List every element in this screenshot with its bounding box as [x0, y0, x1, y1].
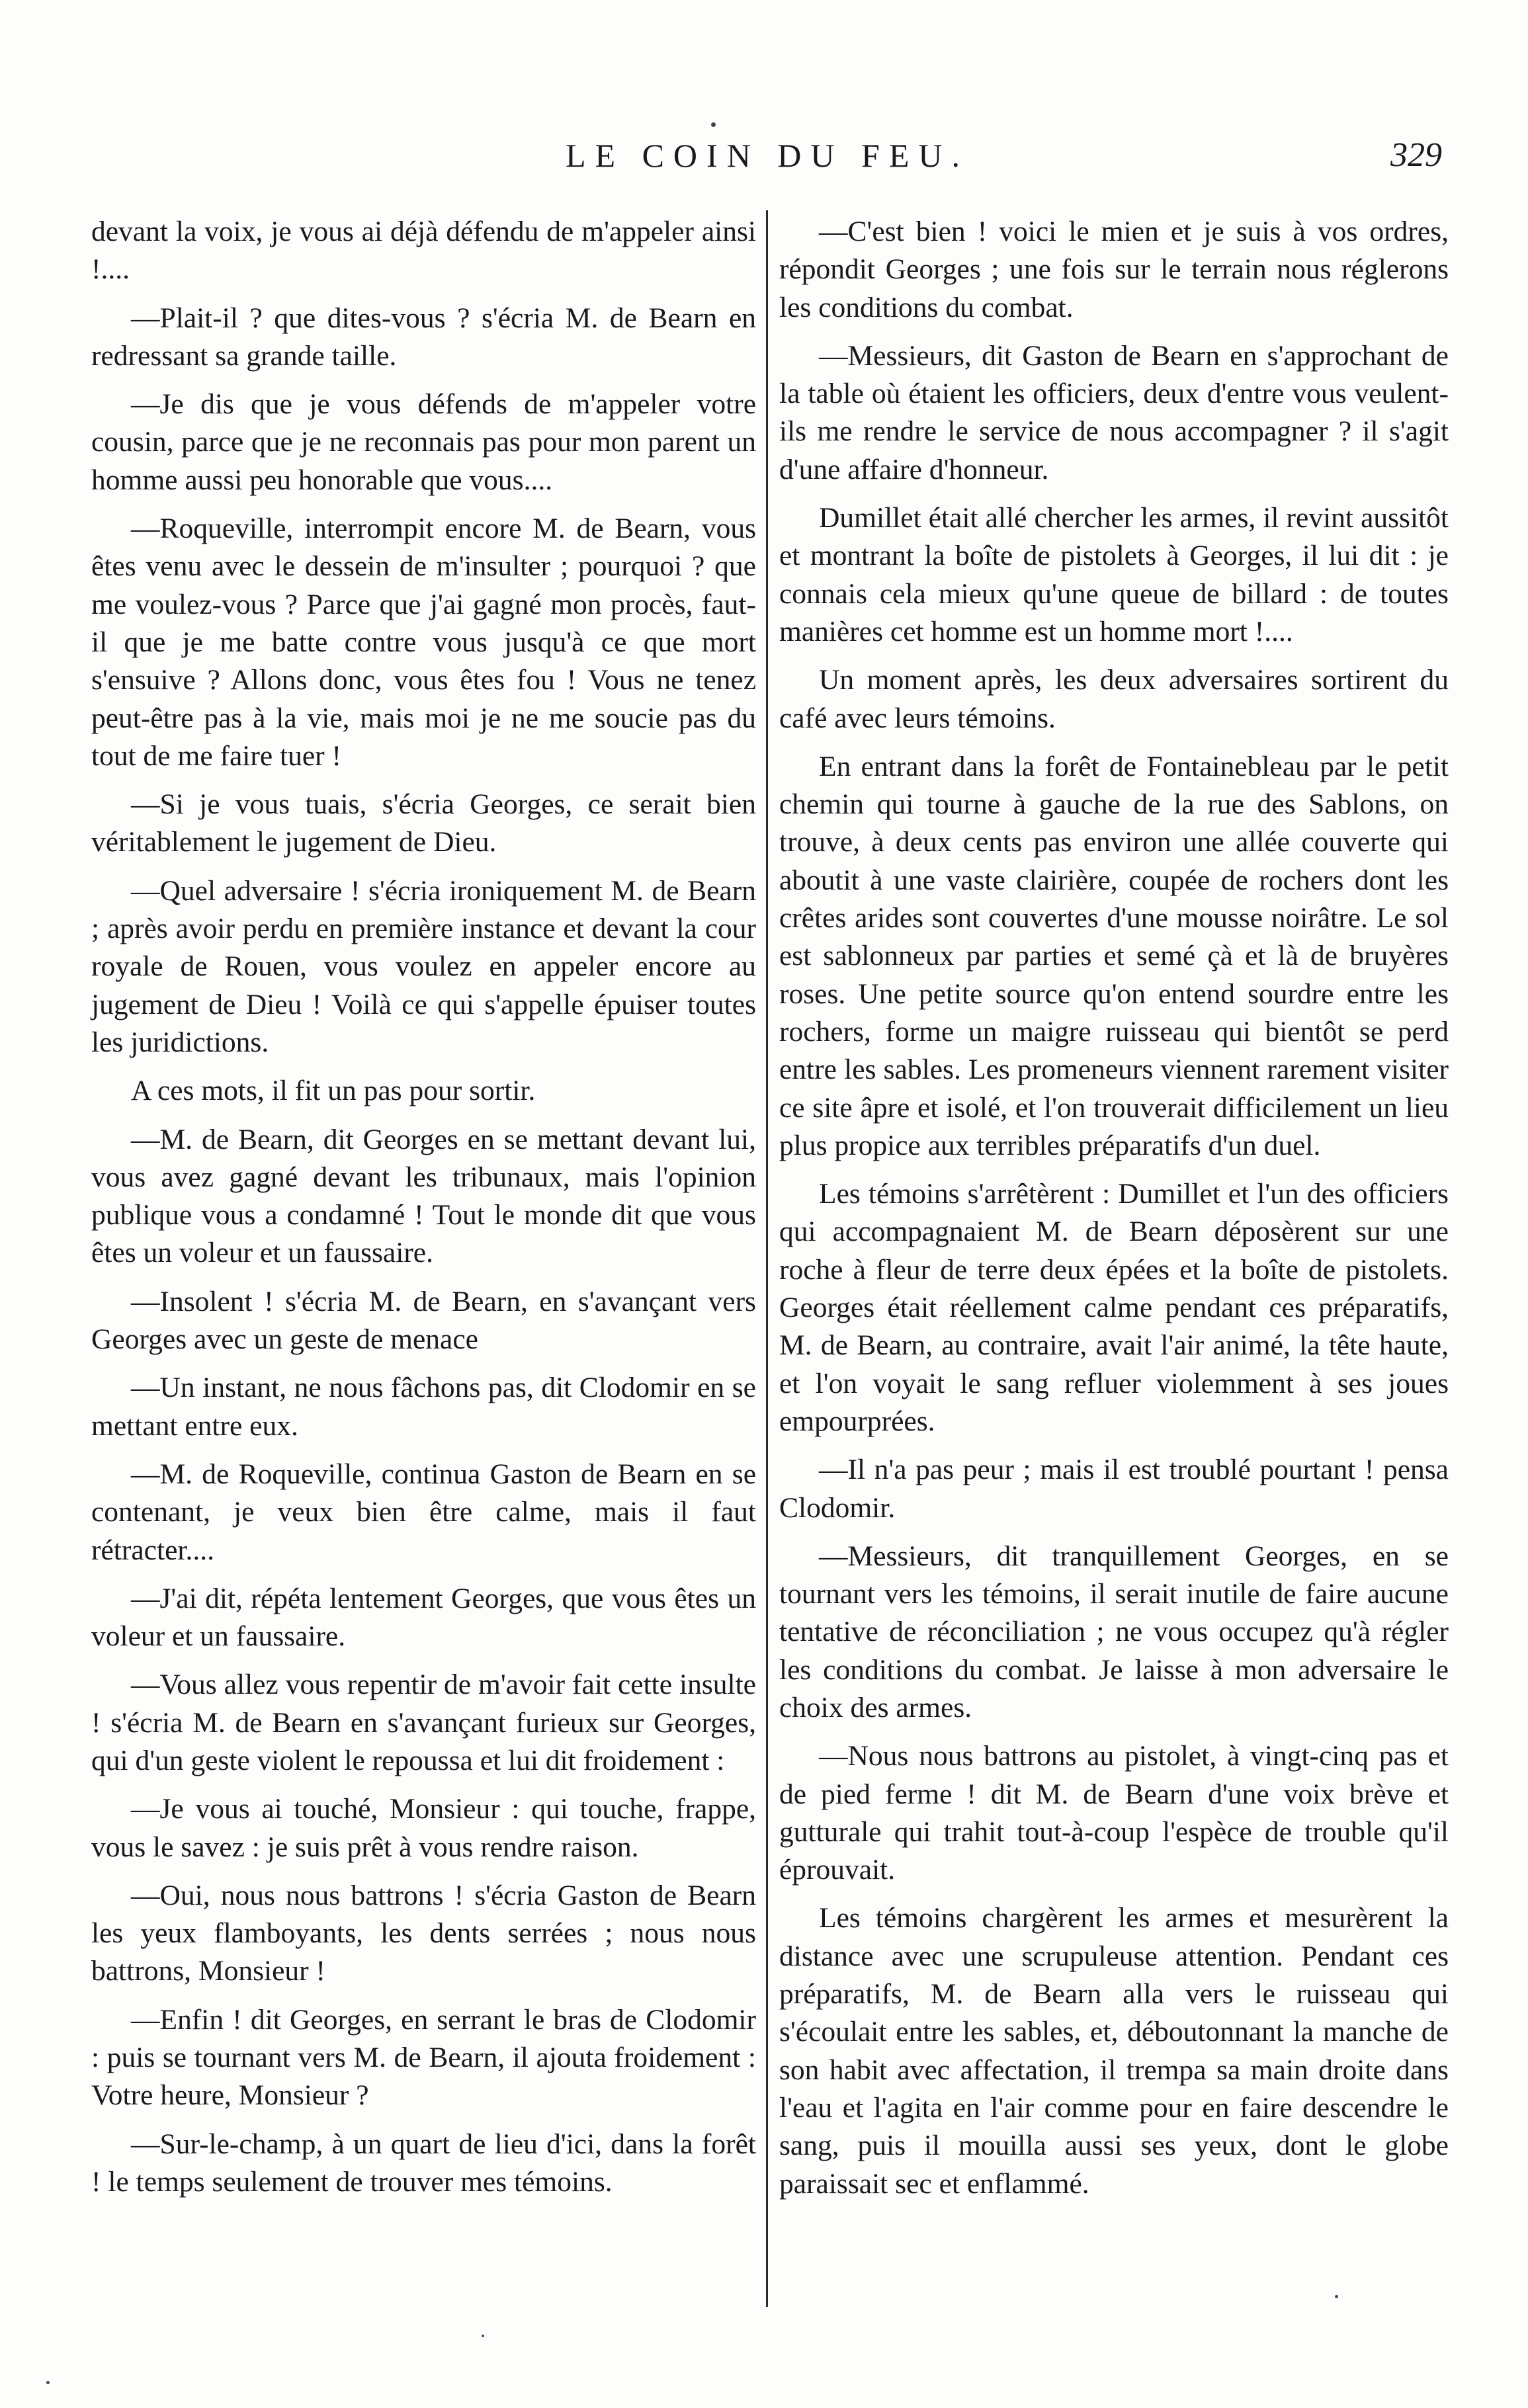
paragraph: —Si je vous tuais, s'écria Georges, ce serait bien véritablement le jugement de Dieu. [91, 788, 756, 858]
paragraph: devant la voix, je vous ai déjà défendu de m'appeler ainsi !.... [91, 216, 756, 286]
paragraph: —M. de Bearn, dit Georges en se mettant devant lui, vous avez gagné devant les tribunaux, mais l'opinion publique vous a condamné ! Tout le monde dit que vous êtes un voleur et un faussaire. [91, 1123, 756, 1269]
paragraph: Un moment après, les deux adversaires sortirent du café avec leurs témoins. [779, 664, 1449, 734]
running-title: LE COIN DU FEU. [566, 137, 969, 174]
paragraph: A ces mots, il fit un pas pour sortir. [131, 1075, 536, 1107]
print-speck [711, 122, 716, 127]
page-number: 329 [1390, 136, 1442, 174]
paragraph: —Vous allez vous repentir de m'avoir fait cette insulte ! s'écria M. de Bearn en s'avançant furieux sur Georges, qui d'un geste violent le repoussa et lui dit froidement : [91, 1669, 756, 1776]
column-divider [766, 210, 768, 2307]
paragraph: Dumillet était allé chercher les armes, il revint aussitôt et montrant la boîte de pistolets à Georges, il lui dit : je connais cela mieux qu'une queue de billard : de toutes manières cet homme est un homme mort !.... [779, 502, 1449, 647]
paragraph: —Sur-le-champ, à un quart de lieu d'ici, dans la forêt ! le temps seulement de trouver mes témoins. [91, 2128, 756, 2198]
paragraph: —Je vous ai touché, Monsieur : qui touche, frappe, vous le savez : je suis prêt à vous rendre raison. [91, 1793, 756, 1863]
right-column [779, 213, 1449, 2214]
paragraph: —Plait-il ? que dites-vous ? s'écria M. de Bearn en redressant sa grande taille. [91, 302, 756, 372]
paragraph: Les témoins s'arrêtèrent : Dumillet et l'un des officiers qui accompagnaient M. de Bearn déposèrent sur une roche à fleur de terre deux épées et la boîte de pistolets. Georges était réellement calme pendant ces préparatifs, M. de Bearn, au contraire, avait l'air animé, la tête haute, et l'on voyait le sang refluer violemment à ses joues empourprées. [779, 1178, 1449, 1437]
paragraph: Les témoins chargèrent les armes et mesurèrent la distance avec une scrupuleuse attention. Pendant ces préparatifs, M. de Bearn alla vers le ruisseau qui s'écoulait entre les sables, et, déboutonnant la manche de son habit avec affectation, il trempa sa main droite dans l'eau et l'agita en l'air comme pour en faire descendre le sang, puis il mouilla aussi ses yeux, dont le globe paraissait sec et enflammé. [779, 1902, 1449, 2200]
print-speck [1335, 2295, 1338, 2298]
paragraph: —Messieurs, dit Gaston de Bearn en s'approchant de la table où étaient les officiers, deux d'entre vous veulent-ils me rendre le service de nous accompagner ? il s'agit d'une affaire d'honneur. [779, 339, 1449, 485]
paragraph: —J'ai dit, répéta lentement Georges, que vous êtes un voleur et un faussaire. [91, 1582, 756, 1653]
paragraph: En entrant dans la forêt de Fontainebleau par le petit chemin qui tourne à gauche de la rue des Sablons, on trouve, à deux cents pas environ une allée couverte qui aboutit à une vaste clairière, coupée de rochers dont les crêtes arides sont couvertes d'une mousse noirâtre. Le sol est sablonneux par parties et semé çà et là de bruyères roses. Une petite source qu'on entend sourdre entre les rochers, forme un maigre ruisseau qui bientôt se perd entre les sables. Les promeneurs viennent rarement visiter ce site âpre et isolé, et l'on trouverait difficilement un lieu plus propice aux terribles préparatifs d'un duel. [779, 750, 1449, 1161]
paragraph: —M. de Roqueville, continua Gaston de Bearn en se contenant, je veux bien être calme, mais il faut rétracter.... [91, 1458, 756, 1566]
paragraph: —Un instant, ne nous fâchons pas, dit Clodomir en se mettant entre eux. [91, 1372, 756, 1442]
paragraph: —Je dis que je vous défends de m'appeler votre cousin, parce que je ne reconnais pas pour mon parent un homme aussi peu honorable que vous.... [91, 388, 756, 496]
paragraph: —Roqueville, interrompit encore M. de Bearn, vous êtes venu avec le dessein de m'insulter ; pourquoi ? que me voulez-vous ? Parce que j'ai gagné mon procès, faut-il que je me batte contre vous jusqu'à ce que mort s'ensuive ? Allons donc, vous êtes fou ! Vous ne tenez peut-être pas à la vie, mais moi je ne me soucie pas du tout de me faire tuer ! [91, 513, 756, 772]
print-speck [46, 2381, 50, 2384]
paragraph: —Enfin ! dit Georges, en serrant le bras de Clodomir : puis se tournant vers M. de Bearn, il ajouta froidement : Votre heure, Monsieur ? [91, 2003, 756, 2112]
left-column [91, 213, 756, 2212]
running-head [93, 132, 1442, 179]
paragraph: —Nous nous battrons au pistolet, à vingt-cinq pas et de pied ferme ! dit M. de Bearn d'une voix brève et gutturale qui trahit tout-à-coup l'espèce de trouble qu'il éprouvait. [779, 1740, 1449, 1886]
paragraph: —Insolent ! s'écria M. de Bearn, en s'avançant vers Georges avec un geste de menace [91, 1285, 756, 1356]
paragraph: —Messieurs, dit tranquillement Georges, en se tournant vers les témoins, il serait inutile de faire aucune tentative de réconciliation ; ne vous occupez qu'à régler les conditions du combat. Je laisse à mon adversaire le choix des armes. [779, 1540, 1449, 1723]
paragraph: —Quel adversaire ! s'écria ironiquement M. de Bearn ; après avoir perdu en première instance et devant la cour royale de Rouen, vous voulez en appeler encore au jugement de Dieu ! Voilà ce qui s'appelle épuiser toutes les juridictions. [91, 874, 756, 1058]
paragraph: —Oui, nous nous battrons ! s'écria Gaston de Bearn les yeux flamboyants, les dents serrées ; nous nous battrons, Monsieur ! [91, 1879, 756, 1987]
print-speck [482, 2335, 484, 2337]
paragraph: —C'est bien ! voici le mien et je suis à vos ordres, répondit Georges ; une fois sur le terrain nous réglerons les conditions du combat. [779, 216, 1449, 323]
paragraph: —Il n'a pas peur ; mais il est troublé pourtant ! pensa Clodomir. [779, 1454, 1449, 1524]
